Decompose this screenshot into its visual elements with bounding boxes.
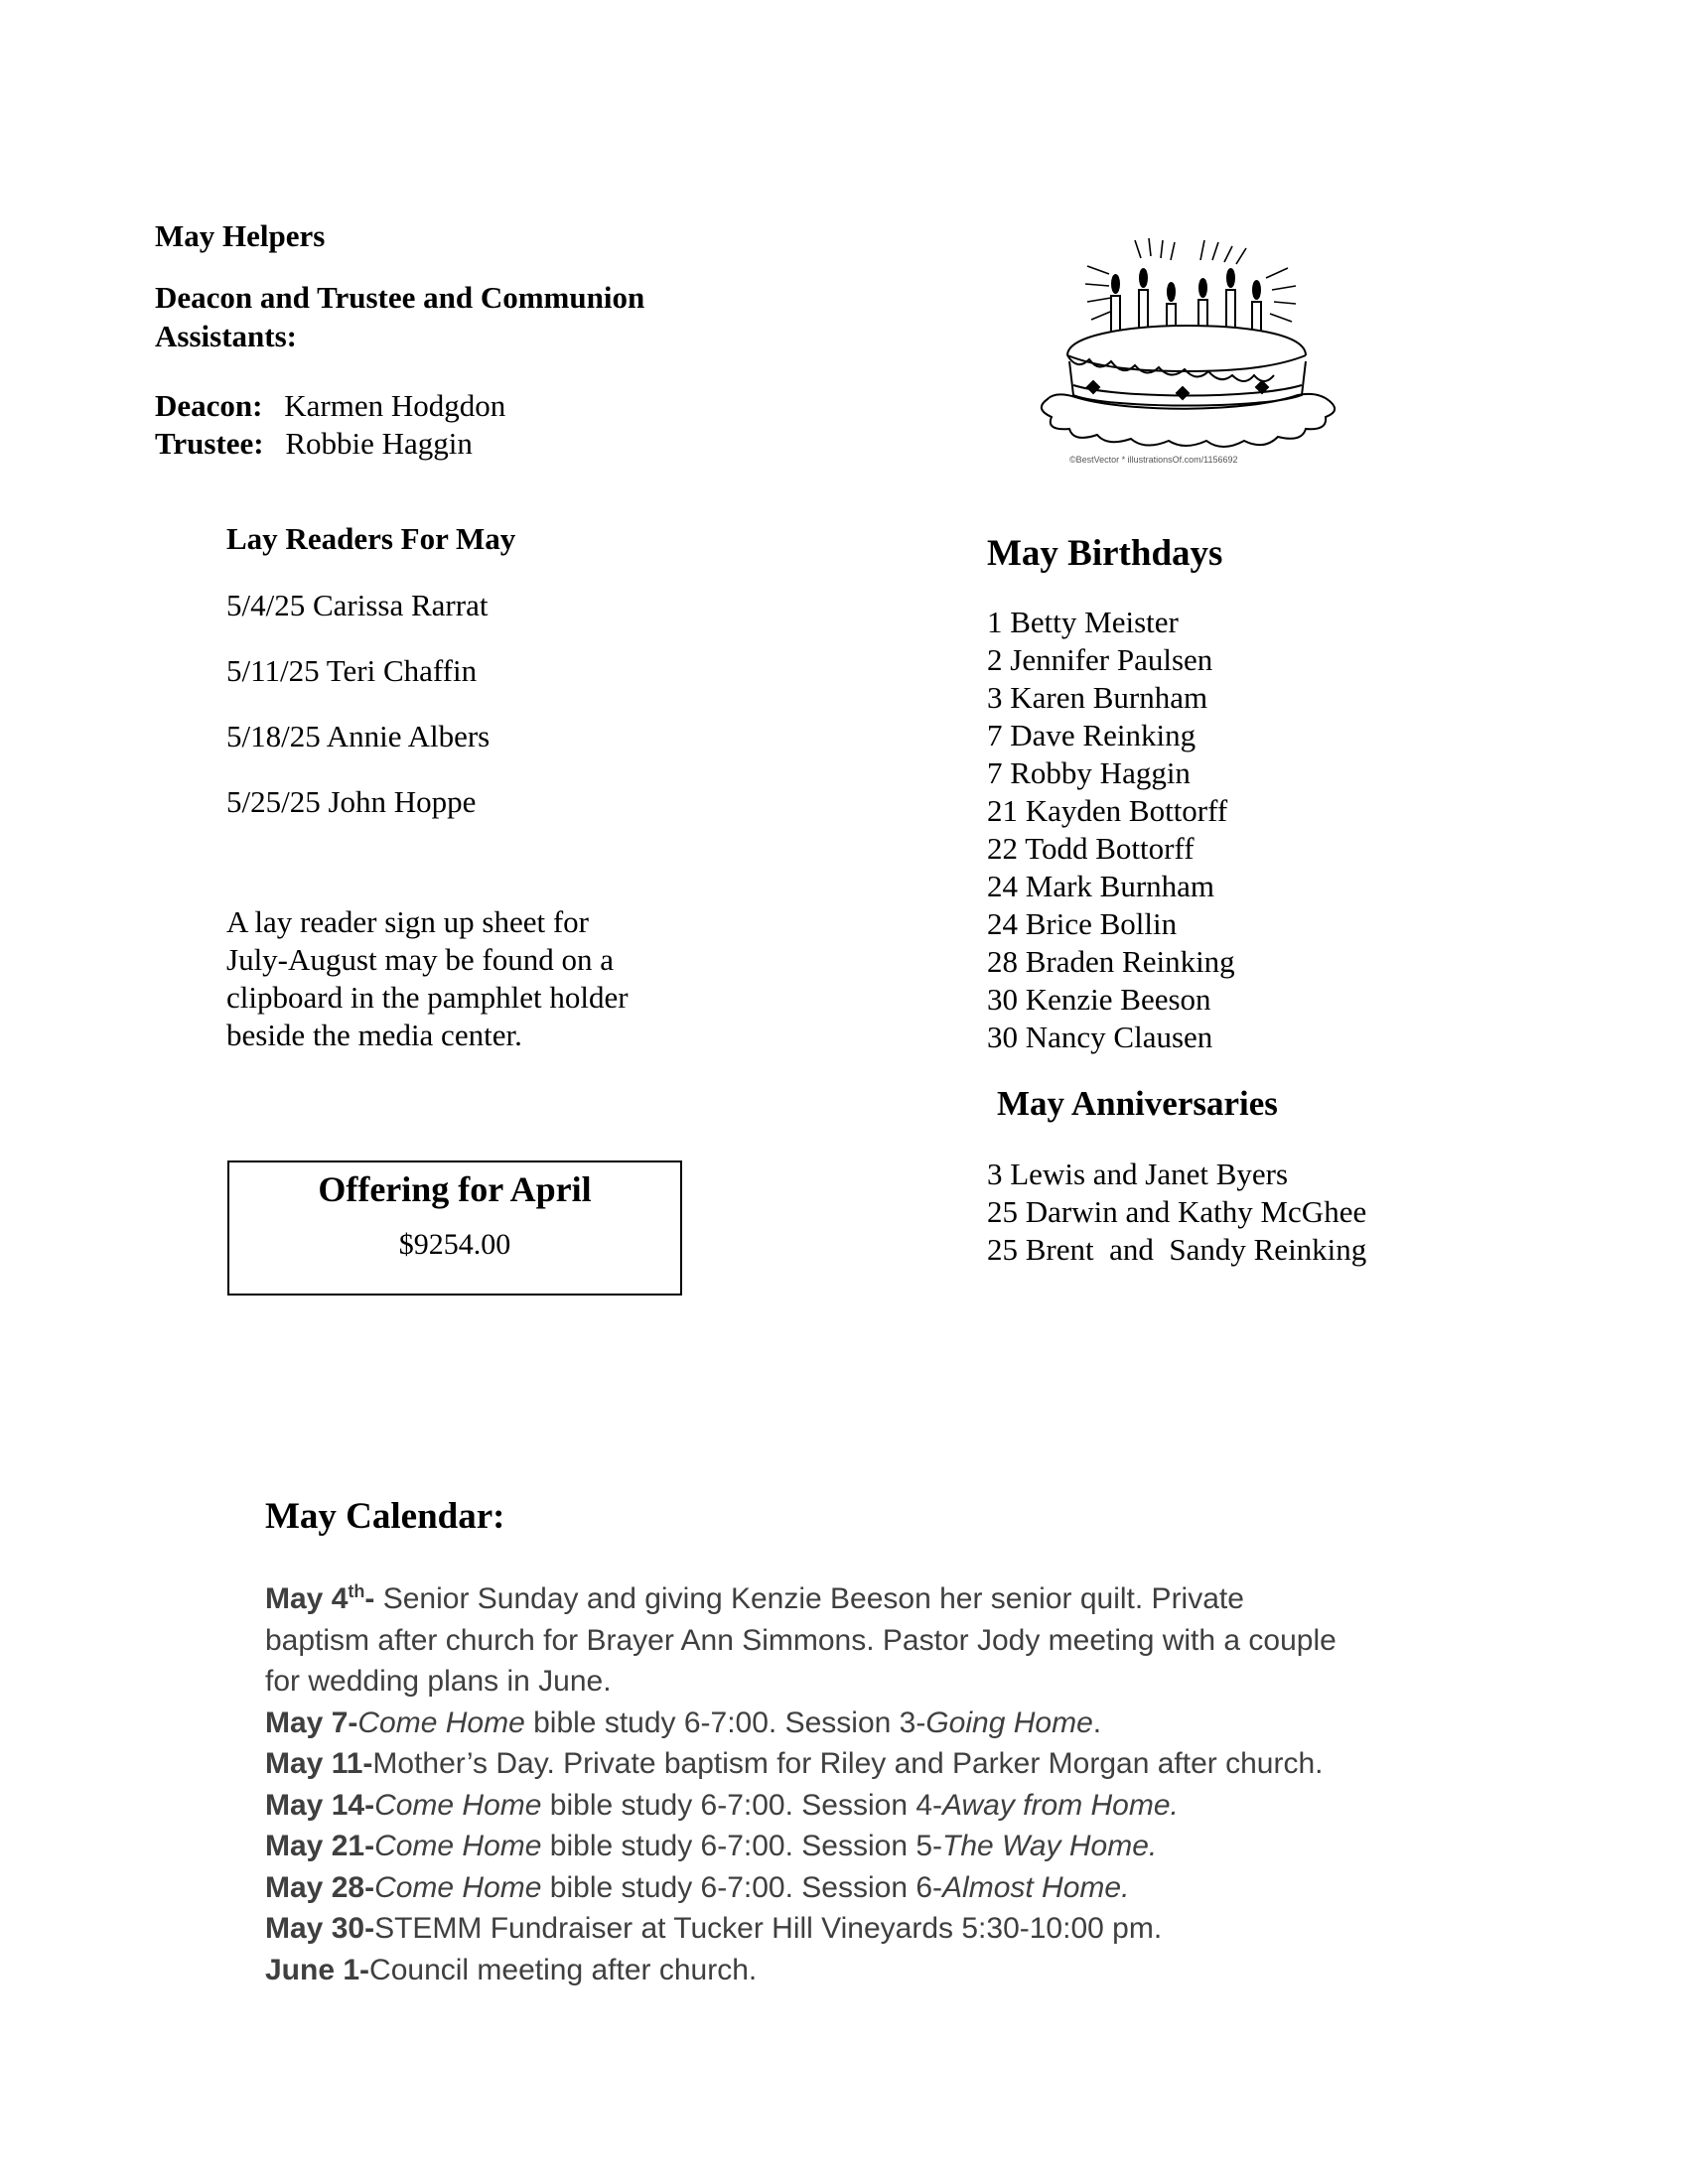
calendar-entry-may14	[265, 1785, 1556, 1827]
birthday-entry: 24 Brice Bollin	[987, 906, 1178, 941]
session-title: Away from Home.	[942, 1788, 1179, 1822]
calendar-title: May Calendar:	[265, 1496, 505, 1537]
session-title: Going Home	[925, 1706, 1093, 1739]
lay-reader-entry: 5/11/25 Teri Chaffin	[226, 653, 478, 688]
deacon-name: Karmen Hodgdon	[284, 388, 506, 423]
calendar-entry-may28	[265, 1867, 1556, 1909]
birthday-entry: 2 Jennifer Paulsen	[987, 642, 1213, 677]
offering-amount: $9254.00	[398, 1228, 511, 1261]
calendar-text: bible study 6-7:00. Session 5-	[541, 1830, 943, 1862]
lay-reader-entry: 5/18/25 Annie Albers	[226, 719, 491, 753]
calendar-date: May 30-	[265, 1912, 375, 1945]
calendar-entry-may21	[265, 1826, 1556, 1867]
deacon-label: Deacon:	[155, 388, 263, 423]
calendar-entry-may7	[265, 1703, 1556, 1744]
calendar-date: May 7-	[265, 1706, 358, 1739]
anniversary-entry: 25 Darwin and Kathy McGhee	[987, 1194, 1367, 1229]
calendar-text: Mother’s Day. Private baptism for Riley and Parker Morgan after church.	[372, 1747, 1324, 1780]
birthday-entry: 7 Robby Haggin	[987, 755, 1191, 790]
calendar-text: STEMM Fundraiser at Tucker Hill Vineyards 5:30-10:00 pm.	[374, 1912, 1163, 1945]
lay-reader-note-line: beside the media center.	[226, 1018, 522, 1052]
birthday-entry: 24 Mark Burnham	[987, 869, 1215, 903]
helpers-subtitle-line1: Deacon and Trustee and Communion	[155, 280, 645, 315]
calendar-text-continued: for wedding plans in June.	[265, 1665, 612, 1698]
birthday-entry: 28 Braden Reinking	[987, 944, 1235, 979]
offering-title: Offering for April	[318, 1169, 592, 1209]
session-title: The Way Home.	[942, 1830, 1158, 1862]
study-title: Come Home	[374, 1788, 542, 1822]
calendar-text: .	[1092, 1706, 1102, 1739]
study-title: Come Home	[374, 1870, 542, 1904]
birthday-entry: 22 Todd Bottorff	[987, 831, 1195, 866]
trustee-row	[155, 425, 473, 463]
calendar-text: Council meeting after church.	[369, 1953, 758, 1986]
lay-reader-entry: 5/25/25 John Hoppe	[226, 784, 477, 819]
anniversary-entry: 25 Brent and Sandy Reinking	[987, 1232, 1367, 1267]
birthday-entry: 1 Betty Meister	[987, 605, 1179, 639]
birthdays-list	[987, 604, 1235, 1056]
birthday-entry: 30 Nancy Clausen	[987, 1020, 1213, 1054]
calendar-date: May 21-	[265, 1830, 375, 1862]
calendar-text: bible study 6-7:00. Session 4-	[541, 1788, 943, 1822]
trustee-label: Trustee:	[155, 426, 264, 461]
session-title: Almost Home.	[942, 1870, 1130, 1904]
lay-reader-note	[226, 903, 629, 1054]
offering-box	[227, 1160, 682, 1296]
lay-readers-title: Lay Readers For May	[226, 521, 516, 556]
anniversaries-list	[987, 1156, 1366, 1269]
calendar-entry-may4	[265, 1578, 1556, 1620]
birthdays-title: May Birthdays	[987, 533, 1223, 574]
calendar-list	[265, 1578, 1556, 1990]
birthday-cake-icon	[1028, 238, 1350, 467]
helpers-subtitle-line2: Assistants:	[155, 319, 297, 353]
calendar-entry-may11	[265, 1743, 1556, 1785]
lay-reader-entry: 5/4/25 Carissa Rarrat	[226, 588, 489, 622]
study-title: Come Home	[374, 1830, 542, 1862]
anniversaries-title: May Anniversaries	[997, 1084, 1278, 1123]
lay-reader-note-line: July-August may be found on a	[226, 942, 615, 977]
helpers-subtitle	[155, 278, 644, 355]
lay-reader-note-line: A lay reader sign up sheet for	[226, 904, 589, 939]
helpers-title: May Helpers	[155, 218, 326, 253]
calendar-entry-may30	[265, 1908, 1556, 1950]
deacon-row	[155, 387, 505, 425]
calendar-date: May 28-	[265, 1870, 375, 1904]
calendar-text-continued: baptism after church for Brayer Ann Simmons. Pastor Jody meeting with a couple	[265, 1623, 1336, 1657]
calendar-text: Senior Sunday and giving Kenzie Beeson her senior quilt. Private	[374, 1582, 1244, 1615]
calendar-date: June 1-	[265, 1953, 370, 1986]
calendar-date: May 14-	[265, 1788, 375, 1822]
birthday-entry: 3 Karen Burnham	[987, 680, 1208, 715]
calendar-dash: -	[364, 1582, 375, 1615]
birthday-entry: 30 Kenzie Beeson	[987, 982, 1211, 1017]
calendar-date: May 4	[265, 1582, 349, 1615]
study-title: Come Home	[357, 1706, 525, 1739]
anniversary-entry: 3 Lewis and Janet Byers	[987, 1157, 1289, 1191]
birthday-entry: 7 Dave Reinking	[987, 718, 1196, 752]
trustee-name: Robbie Haggin	[285, 426, 473, 461]
calendar-text: bible study 6-7:00. Session 6-	[541, 1870, 943, 1904]
cake-credit: ©BestVector * illustrationsOf.com/1156692	[1069, 455, 1238, 465]
calendar-date-suffix: th	[348, 1581, 365, 1601]
lay-reader-note-line: clipboard in the pamphlet holder	[226, 980, 629, 1015]
calendar-entry-june1	[265, 1950, 1556, 1991]
calendar-date: May 11-	[265, 1747, 373, 1780]
calendar-text: bible study 6-7:00. Session 3-	[524, 1706, 926, 1739]
birthday-entry: 21 Kayden Bottorff	[987, 793, 1228, 828]
